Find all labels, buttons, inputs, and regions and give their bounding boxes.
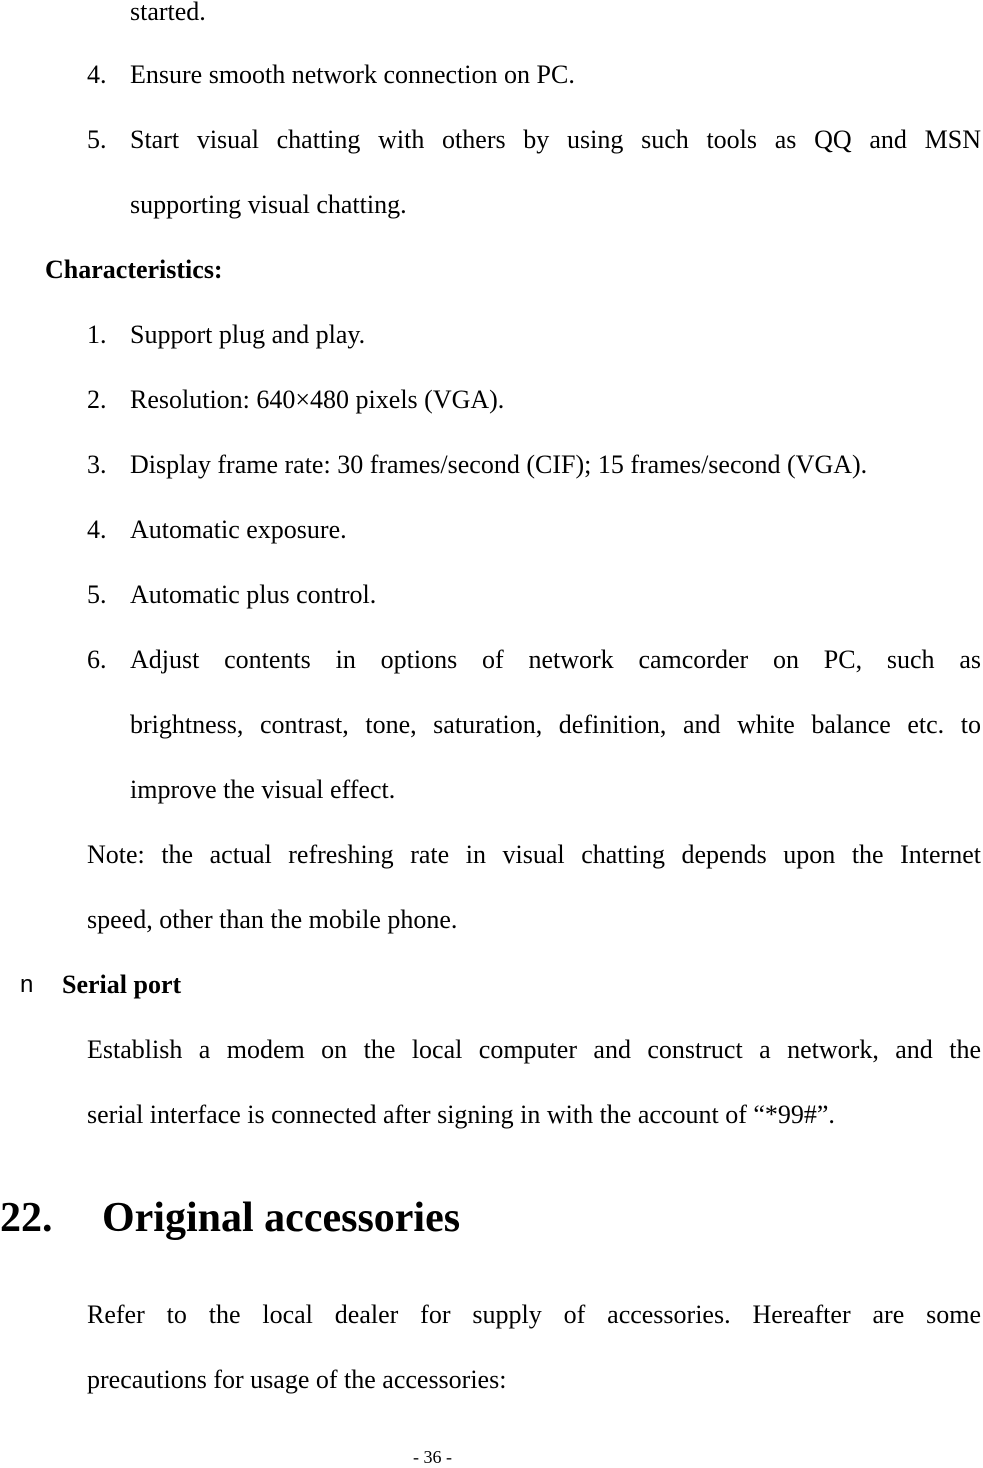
list-item-number: 4.: [87, 515, 107, 544]
serial-port-heading: Serial port: [62, 970, 182, 999]
list-item-number: 4.: [87, 60, 107, 89]
note-text: speed, other than the mobile phone.: [87, 905, 458, 934]
list-item-tail: started.: [130, 0, 206, 26]
list-item-text: brightness, contrast, tone, saturation, definition, and white balance etc. to: [130, 710, 981, 739]
list-item-number: 1.: [87, 320, 107, 349]
list-item-text: Start visual chatting with others by using such tools as QQ and MSN: [130, 125, 981, 154]
list-item-text: Adjust contents in options of network camcorder on PC, such as: [130, 645, 981, 674]
list-item-number: 3.: [87, 450, 107, 479]
list-item-number: 5.: [87, 125, 107, 154]
list-item-number: 5.: [87, 580, 107, 609]
list-item-text: Support plug and play.: [130, 320, 366, 349]
section-title: Original accessories: [102, 1195, 461, 1241]
list-item-text: Automatic exposure.: [130, 515, 347, 544]
list-item-text: Automatic plus control.: [130, 580, 377, 609]
list-item-text: Ensure smooth network connection on PC.: [130, 60, 575, 89]
list-item-number: 6.: [87, 645, 107, 674]
bullet-icon: n: [20, 971, 34, 998]
list-item-text: improve the visual effect.: [130, 775, 396, 804]
paragraph-text: Refer to the local dealer for supply of accessories. Hereafter are some: [87, 1300, 981, 1329]
note-text: Note: the actual refreshing rate in visual chatting depends upon the Internet: [87, 840, 981, 869]
list-item-text: Resolution: 640×480 pixels (VGA).: [130, 385, 505, 414]
paragraph-text: precautions for usage of the accessories:: [87, 1365, 507, 1394]
page-number: - 36 -: [413, 1447, 452, 1467]
characteristics-heading: Characteristics:: [45, 255, 223, 284]
list-item-number: 2.: [87, 385, 107, 414]
list-item-text: Display frame rate: 30 frames/second (CIF); 15 frames/second (VGA).: [130, 450, 868, 479]
paragraph-text: serial interface is connected after signing in with the account of “*99#”.: [87, 1100, 835, 1129]
section-number: 22.: [0, 1195, 53, 1241]
list-item-text: supporting visual chatting.: [130, 190, 407, 219]
paragraph-text: Establish a modem on the local computer and construct a network, and the: [87, 1035, 981, 1064]
